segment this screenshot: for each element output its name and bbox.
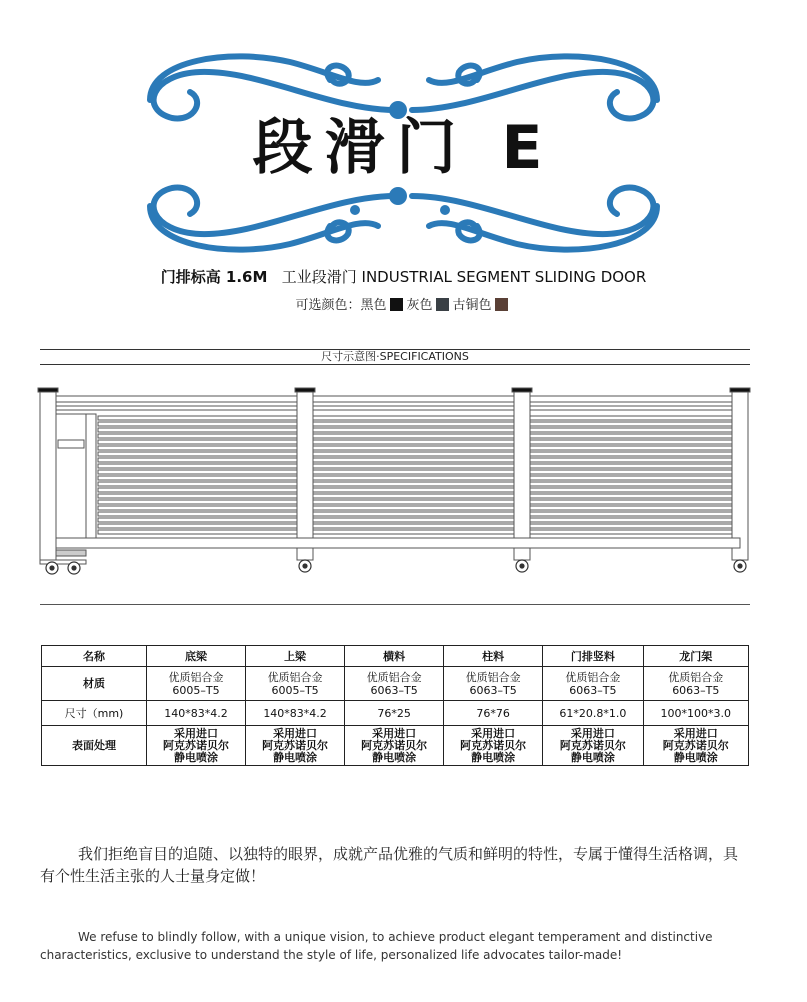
gate-slat: [313, 422, 514, 426]
gate-slat: [98, 494, 297, 498]
table-cell: [543, 667, 643, 701]
gate-slat: [530, 488, 732, 492]
row-label-material: 材质: [42, 667, 147, 701]
gate-slat: [530, 458, 732, 462]
divider: [40, 604, 750, 605]
gate-slat: [313, 512, 514, 516]
gate-slat: [98, 482, 297, 486]
table-cell: [345, 667, 444, 701]
color-swatch-bronze: [495, 298, 508, 311]
gate-slat: [530, 452, 732, 456]
cell-line: 优质铝合金: [565, 670, 621, 684]
cell-line: 静电喷涂: [570, 750, 615, 764]
gate-slat: [98, 434, 297, 438]
cell-line: 静电喷涂: [673, 750, 718, 764]
gate-slat: [98, 488, 297, 492]
gate-slat: [530, 518, 732, 522]
gate-slat: [530, 416, 732, 420]
cell-line: 6063–T5: [672, 683, 720, 697]
table-cell: 76*25: [345, 701, 444, 726]
gate-slat: [530, 440, 732, 444]
gate-slat: [530, 482, 732, 486]
gate-slat: [530, 434, 732, 438]
gate-slat: [98, 440, 297, 444]
cell-line: 采用进口: [471, 726, 516, 740]
gate-slat: [313, 518, 514, 522]
gate-slat: [98, 506, 297, 510]
table-header-cell: 门排竖料: [543, 646, 643, 667]
cell-line: 阿克苏诺贝尔: [262, 738, 329, 752]
gate-diagram: [0, 380, 807, 580]
color-name-gray: 灰色: [406, 298, 433, 313]
table-row-finish: [42, 726, 749, 766]
gate-slat: [530, 428, 732, 432]
gate-slat: [313, 440, 514, 444]
table-row-material: [42, 667, 749, 701]
cell-line: 采用进口: [570, 726, 615, 740]
gate-slat: [313, 524, 514, 528]
cell-line: 采用进口: [372, 726, 417, 740]
cell-line: 优质铝合金: [465, 670, 521, 684]
table-header-cell: 名称: [42, 646, 147, 667]
cell-line: 采用进口: [174, 726, 219, 740]
colors-label: 可选颜色：: [295, 298, 361, 313]
table-cell: [444, 726, 543, 766]
gate-slat: [98, 428, 297, 432]
table-header-cell: 龙门架: [643, 646, 748, 667]
gate-slat: [98, 446, 297, 450]
cell-line: 静电喷涂: [372, 750, 417, 764]
cell-line: 阿克苏诺贝尔: [460, 738, 527, 752]
table-cell: [345, 726, 444, 766]
table-cell: 76*76: [444, 701, 543, 726]
gate-slat: [313, 494, 514, 498]
table-cell: [147, 667, 246, 701]
cell-line: 采用进口: [673, 726, 718, 740]
table-cell: [246, 726, 345, 766]
cell-line: 优质铝合金: [168, 670, 224, 684]
row-label-size: 尺寸（mm): [42, 701, 147, 726]
gate-slat: [530, 494, 732, 498]
row-label-finish: 表面处理: [42, 726, 147, 766]
gate-height-label: 门排标高 1.6M: [160, 268, 268, 286]
gate-slat: [313, 476, 514, 480]
cell-line: 静电喷涂: [273, 750, 318, 764]
gate-slat: [313, 428, 514, 432]
gate-slat: [530, 422, 732, 426]
gate-slat: [313, 530, 514, 534]
table-header-cell: 横料: [345, 646, 444, 667]
spec-table: [41, 645, 749, 766]
table-header-cell: 上梁: [246, 646, 345, 667]
gate-slat: [530, 524, 732, 528]
gate-slat: [313, 506, 514, 510]
color-options: [0, 294, 807, 313]
cell-line: 6005–T5: [271, 683, 319, 697]
gate-slat: [313, 470, 514, 474]
gate-slat: [313, 458, 514, 462]
gate-slat: [98, 518, 297, 522]
gate-slat: [313, 452, 514, 456]
cell-line: 阿克苏诺贝尔: [662, 738, 729, 752]
product-subtitle: [0, 266, 807, 287]
table-header-cell: 底梁: [147, 646, 246, 667]
gate-slat: [98, 500, 297, 504]
gate-slat: [530, 470, 732, 474]
chinese-description: 我们拒绝盲目的追随、以独特的眼界，成就产品优雅的气质和鲜明的特性，专属于懂得生活格调，具有个性生活主张的人士量身定做！: [40, 845, 739, 885]
gate-slat: [530, 446, 732, 450]
gate-slat: [313, 488, 514, 492]
table-cell: [147, 726, 246, 766]
spec-section-header: 尺寸示意图·SPECIFICATIONS: [40, 349, 750, 365]
cell-line: 6063–T5: [569, 683, 617, 697]
cell-line: 优质铝合金: [668, 670, 724, 684]
table-cell: [444, 667, 543, 701]
gate-slat: [530, 476, 732, 480]
cell-line: 静电喷涂: [471, 750, 516, 764]
cell-line: 静电喷涂: [174, 750, 219, 764]
gate-slat: [530, 512, 732, 516]
gate-slat: [98, 422, 297, 426]
gate-slat: [98, 470, 297, 474]
color-name-bronze: 古铜色: [452, 298, 492, 313]
gate-slat: [313, 482, 514, 486]
gate-slat: [313, 500, 514, 504]
cell-line: 6005–T5: [172, 683, 220, 697]
table-cell: 61*20.8*1.0: [543, 701, 643, 726]
gate-slat: [98, 464, 297, 468]
gate-slat: [530, 506, 732, 510]
gate-slat: [530, 464, 732, 468]
table-cell: [543, 726, 643, 766]
gate-slat: [530, 530, 732, 534]
gate-slat: [530, 500, 732, 504]
table-cell: [643, 667, 748, 701]
cell-line: 6063–T5: [469, 683, 517, 697]
cell-line: 阿克苏诺贝尔: [559, 738, 626, 752]
cell-line: 优质铝合金: [267, 670, 323, 684]
table-cell: [643, 726, 748, 766]
color-name-black: 黑色: [360, 298, 387, 313]
gate-slat: [98, 524, 297, 528]
gate-slat: [98, 512, 297, 516]
gate-slat: [313, 416, 514, 420]
gate-slat: [98, 476, 297, 480]
table-cell: 140*83*4.2: [246, 701, 345, 726]
cell-line: 阿克苏诺贝尔: [163, 738, 230, 752]
color-swatch-black: [390, 298, 403, 311]
table-cell: 100*100*3.0: [643, 701, 748, 726]
cell-line: 6063–T5: [370, 683, 418, 697]
gate-slat: [98, 458, 297, 462]
cell-line: 采用进口: [273, 726, 318, 740]
gate-slat: [313, 434, 514, 438]
table-cell: [246, 667, 345, 701]
gate-slat: [98, 530, 297, 534]
gate-slat: [98, 452, 297, 456]
table-header-row: [42, 646, 749, 667]
gate-slat: [98, 416, 297, 420]
cell-line: 优质铝合金: [366, 670, 422, 684]
english-description: We refuse to blindly follow, with a unique vision, to achieve product elegant temperament and distinctive characteristics, exclusive to understand the style of life, personalized life advocates tailor-made!: [40, 930, 713, 962]
color-swatch-gray: [436, 298, 449, 311]
table-header-cell: 柱料: [444, 646, 543, 667]
gate-slat: [313, 446, 514, 450]
cell-line: 阿克苏诺贝尔: [361, 738, 428, 752]
page-title: 段滑门 E: [252, 113, 555, 183]
gate-slat: [313, 464, 514, 468]
table-cell: 140*83*4.2: [147, 701, 246, 726]
product-type-label: 工业段滑门 INDUSTRIAL SEGMENT SLIDING DOOR: [281, 268, 647, 286]
table-row-size: [42, 701, 749, 726]
